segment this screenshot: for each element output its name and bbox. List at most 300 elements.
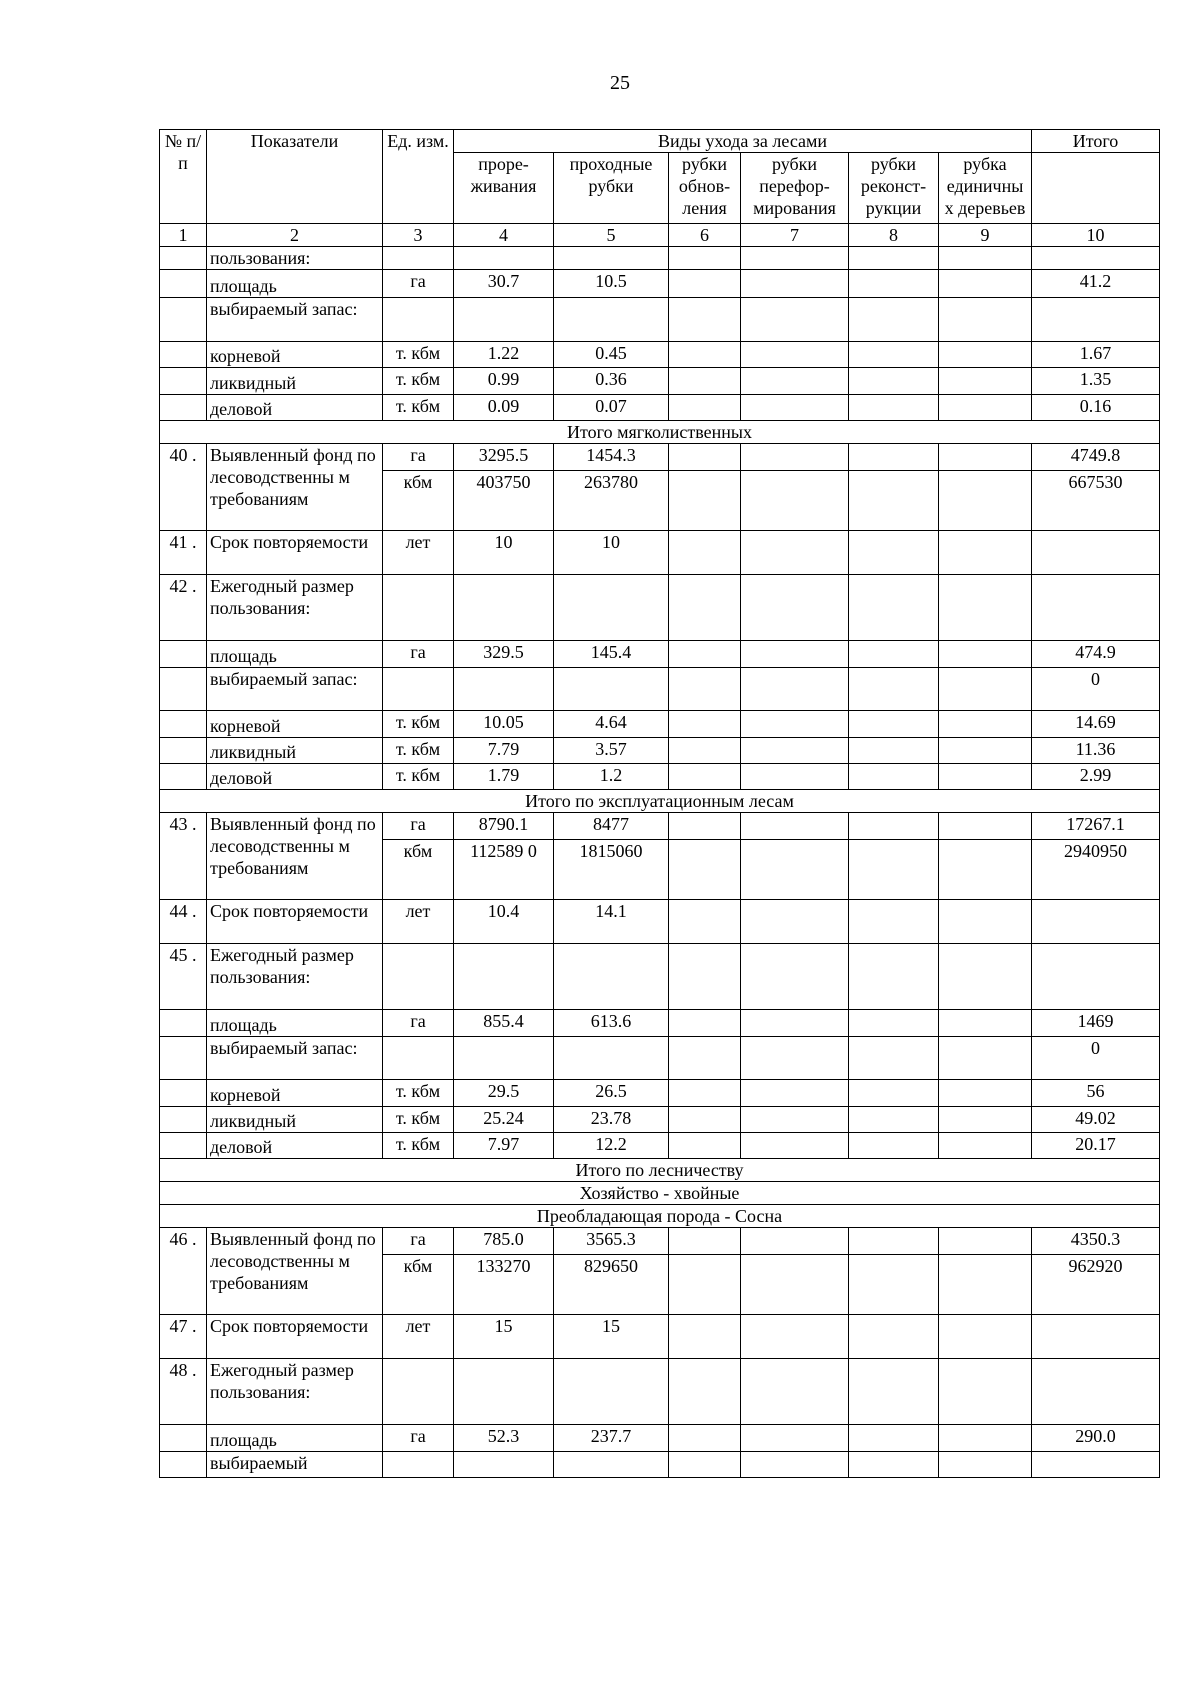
value-empty xyxy=(849,944,939,1010)
value-total xyxy=(1032,900,1160,944)
value-empty xyxy=(669,444,741,471)
value-empty xyxy=(939,764,1032,790)
value-empty xyxy=(741,575,849,641)
value-empty xyxy=(669,641,741,668)
col-number: 9 xyxy=(939,224,1032,247)
data-row xyxy=(160,1315,1160,1359)
value-empty xyxy=(849,711,939,738)
header-type-passage: проходные рубки xyxy=(554,153,669,224)
row-number xyxy=(160,247,207,270)
data-row xyxy=(160,342,1160,368)
value-empty xyxy=(849,531,939,575)
row-label: Ежегодный размер пользования: xyxy=(207,944,383,1010)
value-passage: 1.2 xyxy=(554,764,669,790)
value-thinning: 25.24 xyxy=(454,1107,554,1133)
value-empty xyxy=(669,1107,741,1133)
value-empty xyxy=(741,1228,849,1255)
value-thinning xyxy=(454,247,554,270)
row-label: пользования: xyxy=(207,247,383,270)
value-passage: 145.4 xyxy=(554,641,669,668)
row-number xyxy=(160,368,207,395)
row-label: корневой xyxy=(207,711,383,738)
unit-cell: лет xyxy=(383,531,454,575)
value-empty xyxy=(849,395,939,421)
row-number xyxy=(160,1133,207,1159)
data-row xyxy=(160,641,1160,668)
col-number: 6 xyxy=(669,224,741,247)
value-empty xyxy=(849,1228,939,1255)
unit-cell xyxy=(383,298,454,342)
value-total: 290.0 xyxy=(1032,1425,1160,1452)
data-row xyxy=(160,1080,1160,1107)
value-thinning: 1.79 xyxy=(454,764,554,790)
value-total: 11.36 xyxy=(1032,738,1160,764)
value-empty xyxy=(939,944,1032,1010)
section-row xyxy=(160,1159,1160,1182)
value-empty xyxy=(939,1133,1032,1159)
value-empty xyxy=(849,1425,939,1452)
col-number: 5 xyxy=(554,224,669,247)
data-row xyxy=(160,738,1160,764)
row-label: площадь xyxy=(207,1010,383,1037)
value-passage: 23.78 xyxy=(554,1107,669,1133)
value-empty xyxy=(939,641,1032,668)
value-passage xyxy=(554,298,669,342)
value-empty xyxy=(849,840,939,900)
value-empty xyxy=(669,944,741,1010)
row-label: выбираемый запас: xyxy=(207,668,383,711)
row-number xyxy=(160,1452,207,1478)
value-passage: 1815060 xyxy=(554,840,669,900)
value-empty xyxy=(849,900,939,944)
row-label: ликвидный xyxy=(207,738,383,764)
value-passage: 26.5 xyxy=(554,1080,669,1107)
value-empty xyxy=(741,1080,849,1107)
value-empty xyxy=(939,668,1032,711)
value-empty xyxy=(669,1037,741,1080)
value-empty xyxy=(669,1359,741,1425)
fund-row-area xyxy=(160,444,1160,471)
value-empty xyxy=(741,1133,849,1159)
value-thinning: 15 xyxy=(454,1315,554,1359)
value-total xyxy=(1032,944,1160,1010)
value-empty xyxy=(741,1359,849,1425)
value-empty xyxy=(939,1010,1032,1037)
value-empty xyxy=(939,471,1032,531)
row-number xyxy=(160,668,207,711)
data-row xyxy=(160,531,1160,575)
row-label: корневой xyxy=(207,342,383,368)
value-empty xyxy=(939,840,1032,900)
value-passage xyxy=(554,247,669,270)
value-total: 1469 xyxy=(1032,1010,1160,1037)
value-thinning: 7.79 xyxy=(454,738,554,764)
value-empty xyxy=(741,1315,849,1359)
value-passage: 0.07 xyxy=(554,395,669,421)
header-total: Итого xyxy=(1032,130,1160,153)
value-total: 4350.3 xyxy=(1032,1228,1160,1255)
col-number: 7 xyxy=(741,224,849,247)
unit-cell: га xyxy=(383,270,454,298)
data-row xyxy=(160,575,1160,641)
unit-cell: т. кбм xyxy=(383,764,454,790)
value-empty xyxy=(741,444,849,471)
value-empty xyxy=(939,1080,1032,1107)
row-number xyxy=(160,298,207,342)
row-number: 40 . xyxy=(160,444,207,531)
value-empty xyxy=(939,900,1032,944)
section-title: Итого мягколиственных xyxy=(160,421,1160,444)
unit-cell: т. кбм xyxy=(383,342,454,368)
value-empty xyxy=(741,1010,849,1037)
value-empty xyxy=(939,247,1032,270)
row-number: 46 . xyxy=(160,1228,207,1315)
row-label: выбираемый xyxy=(207,1452,383,1478)
header-total-empty xyxy=(1032,153,1160,224)
value-total: 962920 xyxy=(1032,1255,1160,1315)
col-number: 10 xyxy=(1032,224,1160,247)
value-thinning: 785.0 xyxy=(454,1228,554,1255)
unit-cell xyxy=(383,1359,454,1425)
value-passage xyxy=(554,575,669,641)
row-label: ликвидный xyxy=(207,368,383,395)
value-empty xyxy=(849,1359,939,1425)
value-empty xyxy=(849,764,939,790)
col-number: 4 xyxy=(454,224,554,247)
header-row-1 xyxy=(160,130,1160,153)
value-total xyxy=(1032,575,1160,641)
value-empty xyxy=(939,738,1032,764)
value-empty xyxy=(741,944,849,1010)
row-label: выбираемый запас: xyxy=(207,1037,383,1080)
header-type-thinning: проре-живания xyxy=(454,153,554,224)
value-empty xyxy=(939,395,1032,421)
section-row xyxy=(160,1205,1160,1228)
data-row xyxy=(160,1452,1160,1478)
value-empty xyxy=(669,395,741,421)
value-thinning: 133270 xyxy=(454,1255,554,1315)
row-label: Ежегодный размер пользования: xyxy=(207,1359,383,1425)
row-label: выбираемый запас: xyxy=(207,298,383,342)
value-total: 49.02 xyxy=(1032,1107,1160,1133)
section-title: Преобладающая порода - Сосна xyxy=(160,1205,1160,1228)
value-passage: 613.6 xyxy=(554,1010,669,1037)
value-empty xyxy=(849,1452,939,1478)
value-empty xyxy=(741,764,849,790)
header-type-reconstruction: рубки реконст-рукции xyxy=(849,153,939,224)
value-empty xyxy=(939,1315,1032,1359)
value-empty xyxy=(669,1452,741,1478)
value-total: 0.16 xyxy=(1032,395,1160,421)
value-total: 1.67 xyxy=(1032,342,1160,368)
value-empty xyxy=(669,813,741,840)
row-number xyxy=(160,1010,207,1037)
value-empty xyxy=(741,738,849,764)
value-empty xyxy=(939,531,1032,575)
value-empty xyxy=(849,298,939,342)
unit-cell: лет xyxy=(383,1315,454,1359)
row-number xyxy=(160,764,207,790)
row-number xyxy=(160,1107,207,1133)
row-number xyxy=(160,711,207,738)
data-row xyxy=(160,1425,1160,1452)
row-label: деловой xyxy=(207,1133,383,1159)
value-empty xyxy=(849,1107,939,1133)
data-row xyxy=(160,270,1160,298)
value-total: 41.2 xyxy=(1032,270,1160,298)
row-label: площадь xyxy=(207,641,383,668)
value-empty xyxy=(849,641,939,668)
value-empty xyxy=(741,531,849,575)
value-empty xyxy=(669,711,741,738)
value-empty xyxy=(741,1107,849,1133)
value-empty xyxy=(669,1315,741,1359)
value-empty xyxy=(939,1255,1032,1315)
value-thinning: 30.7 xyxy=(454,270,554,298)
value-empty xyxy=(741,298,849,342)
unit-cell: т. кбм xyxy=(383,368,454,395)
row-number xyxy=(160,1037,207,1080)
value-thinning xyxy=(454,944,554,1010)
section-row xyxy=(160,421,1160,444)
value-empty xyxy=(741,1037,849,1080)
value-empty xyxy=(741,342,849,368)
value-empty xyxy=(669,575,741,641)
page-number: 25 xyxy=(610,72,630,94)
col-number: 1 xyxy=(160,224,207,247)
value-empty xyxy=(849,342,939,368)
data-row xyxy=(160,395,1160,421)
value-total: 1.35 xyxy=(1032,368,1160,395)
value-thinning: 52.3 xyxy=(454,1425,554,1452)
value-thinning xyxy=(454,1359,554,1425)
value-total xyxy=(1032,1359,1160,1425)
data-row xyxy=(160,368,1160,395)
data-row xyxy=(160,247,1160,270)
unit-cell: га xyxy=(383,1010,454,1037)
value-empty xyxy=(669,900,741,944)
value-empty xyxy=(741,1255,849,1315)
row-number xyxy=(160,395,207,421)
header-indicator: Показатели xyxy=(207,130,383,224)
value-empty xyxy=(939,1359,1032,1425)
row-label: Выявленный фонд по лесоводственны м требованиям xyxy=(207,444,383,531)
value-empty xyxy=(939,1107,1032,1133)
value-empty xyxy=(741,668,849,711)
section-title: Хозяйство - хвойные xyxy=(160,1182,1160,1205)
value-empty xyxy=(939,368,1032,395)
value-empty xyxy=(939,342,1032,368)
value-total xyxy=(1032,531,1160,575)
unit-cell xyxy=(383,575,454,641)
row-number: 41 . xyxy=(160,531,207,575)
value-empty xyxy=(849,1080,939,1107)
value-thinning: 10.05 xyxy=(454,711,554,738)
value-total xyxy=(1032,1315,1160,1359)
row-number xyxy=(160,342,207,368)
value-empty xyxy=(669,1010,741,1037)
value-empty xyxy=(741,1425,849,1452)
value-empty xyxy=(669,1255,741,1315)
data-row xyxy=(160,711,1160,738)
value-passage: 12.2 xyxy=(554,1133,669,1159)
value-passage: 10 xyxy=(554,531,669,575)
data-row xyxy=(160,298,1160,342)
row-label: Выявленный фонд по лесоводственны м требованиям xyxy=(207,1228,383,1315)
value-empty xyxy=(849,738,939,764)
value-total xyxy=(1032,1452,1160,1478)
value-total: 2.99 xyxy=(1032,764,1160,790)
value-empty xyxy=(741,247,849,270)
value-empty xyxy=(669,1080,741,1107)
value-empty xyxy=(939,813,1032,840)
value-passage: 14.1 xyxy=(554,900,669,944)
value-empty xyxy=(741,813,849,840)
row-number: 45 . xyxy=(160,944,207,1010)
header-care-types: Виды ухода за лесами xyxy=(454,130,1032,153)
fund-row-area xyxy=(160,813,1160,840)
row-label: площадь xyxy=(207,270,383,298)
value-passage: 3565.3 xyxy=(554,1228,669,1255)
data-row xyxy=(160,668,1160,711)
value-empty xyxy=(669,764,741,790)
value-total xyxy=(1032,298,1160,342)
value-empty xyxy=(939,1452,1032,1478)
value-empty xyxy=(849,444,939,471)
value-empty xyxy=(669,342,741,368)
header-type-renewal: рубки обнов-ления xyxy=(669,153,741,224)
row-label: ликвидный xyxy=(207,1107,383,1133)
value-total: 14.69 xyxy=(1032,711,1160,738)
value-total: 0 xyxy=(1032,668,1160,711)
value-thinning xyxy=(454,575,554,641)
section-row xyxy=(160,790,1160,813)
value-empty xyxy=(669,270,741,298)
value-thinning: 3295.5 xyxy=(454,444,554,471)
row-number: 47 . xyxy=(160,1315,207,1359)
value-passage: 10.5 xyxy=(554,270,669,298)
value-empty xyxy=(669,247,741,270)
value-passage: 829650 xyxy=(554,1255,669,1315)
value-passage: 0.45 xyxy=(554,342,669,368)
section-title: Итого по эксплуатационным лесам xyxy=(160,790,1160,813)
value-total: 667530 xyxy=(1032,471,1160,531)
col-number: 3 xyxy=(383,224,454,247)
header-type-reformation: рубки перефор-мирования xyxy=(741,153,849,224)
unit-cell: га xyxy=(383,641,454,668)
unit-cell: кбм xyxy=(383,1255,454,1315)
header-unit: Ед. изм. xyxy=(383,130,454,224)
value-empty xyxy=(849,247,939,270)
section-row xyxy=(160,1182,1160,1205)
unit-cell: кбм xyxy=(383,840,454,900)
unit-cell xyxy=(383,247,454,270)
unit-cell: т. кбм xyxy=(383,1080,454,1107)
row-label: площадь xyxy=(207,1425,383,1452)
data-row xyxy=(160,1359,1160,1425)
row-label: деловой xyxy=(207,764,383,790)
value-empty xyxy=(669,1228,741,1255)
value-empty xyxy=(741,471,849,531)
value-empty xyxy=(741,368,849,395)
row-number: 48 . xyxy=(160,1359,207,1425)
value-total: 0 xyxy=(1032,1037,1160,1080)
value-passage xyxy=(554,944,669,1010)
value-empty xyxy=(741,900,849,944)
value-empty xyxy=(741,395,849,421)
value-passage xyxy=(554,1452,669,1478)
unit-cell: т. кбм xyxy=(383,711,454,738)
value-thinning xyxy=(454,668,554,711)
data-row xyxy=(160,944,1160,1010)
value-empty xyxy=(939,1425,1032,1452)
value-empty xyxy=(939,1037,1032,1080)
section-title: Итого по лесничеству xyxy=(160,1159,1160,1182)
unit-cell: т. кбм xyxy=(383,395,454,421)
data-row xyxy=(160,764,1160,790)
value-total: 2940950 xyxy=(1032,840,1160,900)
row-label: Срок повторяемости xyxy=(207,1315,383,1359)
value-empty xyxy=(849,1315,939,1359)
value-thinning: 8790.1 xyxy=(454,813,554,840)
value-passage xyxy=(554,1359,669,1425)
data-row xyxy=(160,1133,1160,1159)
value-thinning: 0.09 xyxy=(454,395,554,421)
value-passage xyxy=(554,668,669,711)
value-empty xyxy=(741,641,849,668)
value-thinning: 0.99 xyxy=(454,368,554,395)
value-total: 20.17 xyxy=(1032,1133,1160,1159)
value-thinning xyxy=(454,1452,554,1478)
value-passage: 4.64 xyxy=(554,711,669,738)
value-thinning: 10 xyxy=(454,531,554,575)
row-label: деловой xyxy=(207,395,383,421)
row-label: корневой xyxy=(207,1080,383,1107)
value-empty xyxy=(669,668,741,711)
value-empty xyxy=(669,471,741,531)
row-number: 42 . xyxy=(160,575,207,641)
row-label: Срок повторяемости xyxy=(207,900,383,944)
data-row xyxy=(160,1107,1160,1133)
value-empty xyxy=(669,298,741,342)
value-empty xyxy=(669,531,741,575)
unit-cell: га xyxy=(383,1425,454,1452)
value-empty xyxy=(849,270,939,298)
value-passage: 237.7 xyxy=(554,1425,669,1452)
unit-cell: га xyxy=(383,444,454,471)
value-empty xyxy=(939,270,1032,298)
value-thinning xyxy=(454,298,554,342)
unit-cell: лет xyxy=(383,900,454,944)
unit-cell xyxy=(383,1452,454,1478)
header-type-single-trees: рубка единичны х деревьев xyxy=(939,153,1032,224)
value-passage: 8477 xyxy=(554,813,669,840)
unit-cell xyxy=(383,668,454,711)
data-row xyxy=(160,900,1160,944)
value-empty xyxy=(741,1452,849,1478)
unit-cell: га xyxy=(383,813,454,840)
value-empty xyxy=(849,1133,939,1159)
value-empty xyxy=(669,738,741,764)
unit-cell: т. кбм xyxy=(383,1133,454,1159)
value-thinning: 112589 0 xyxy=(454,840,554,900)
value-passage: 3.57 xyxy=(554,738,669,764)
value-total: 17267.1 xyxy=(1032,813,1160,840)
value-empty xyxy=(849,1010,939,1037)
value-empty xyxy=(939,575,1032,641)
value-empty xyxy=(849,813,939,840)
row-number xyxy=(160,738,207,764)
